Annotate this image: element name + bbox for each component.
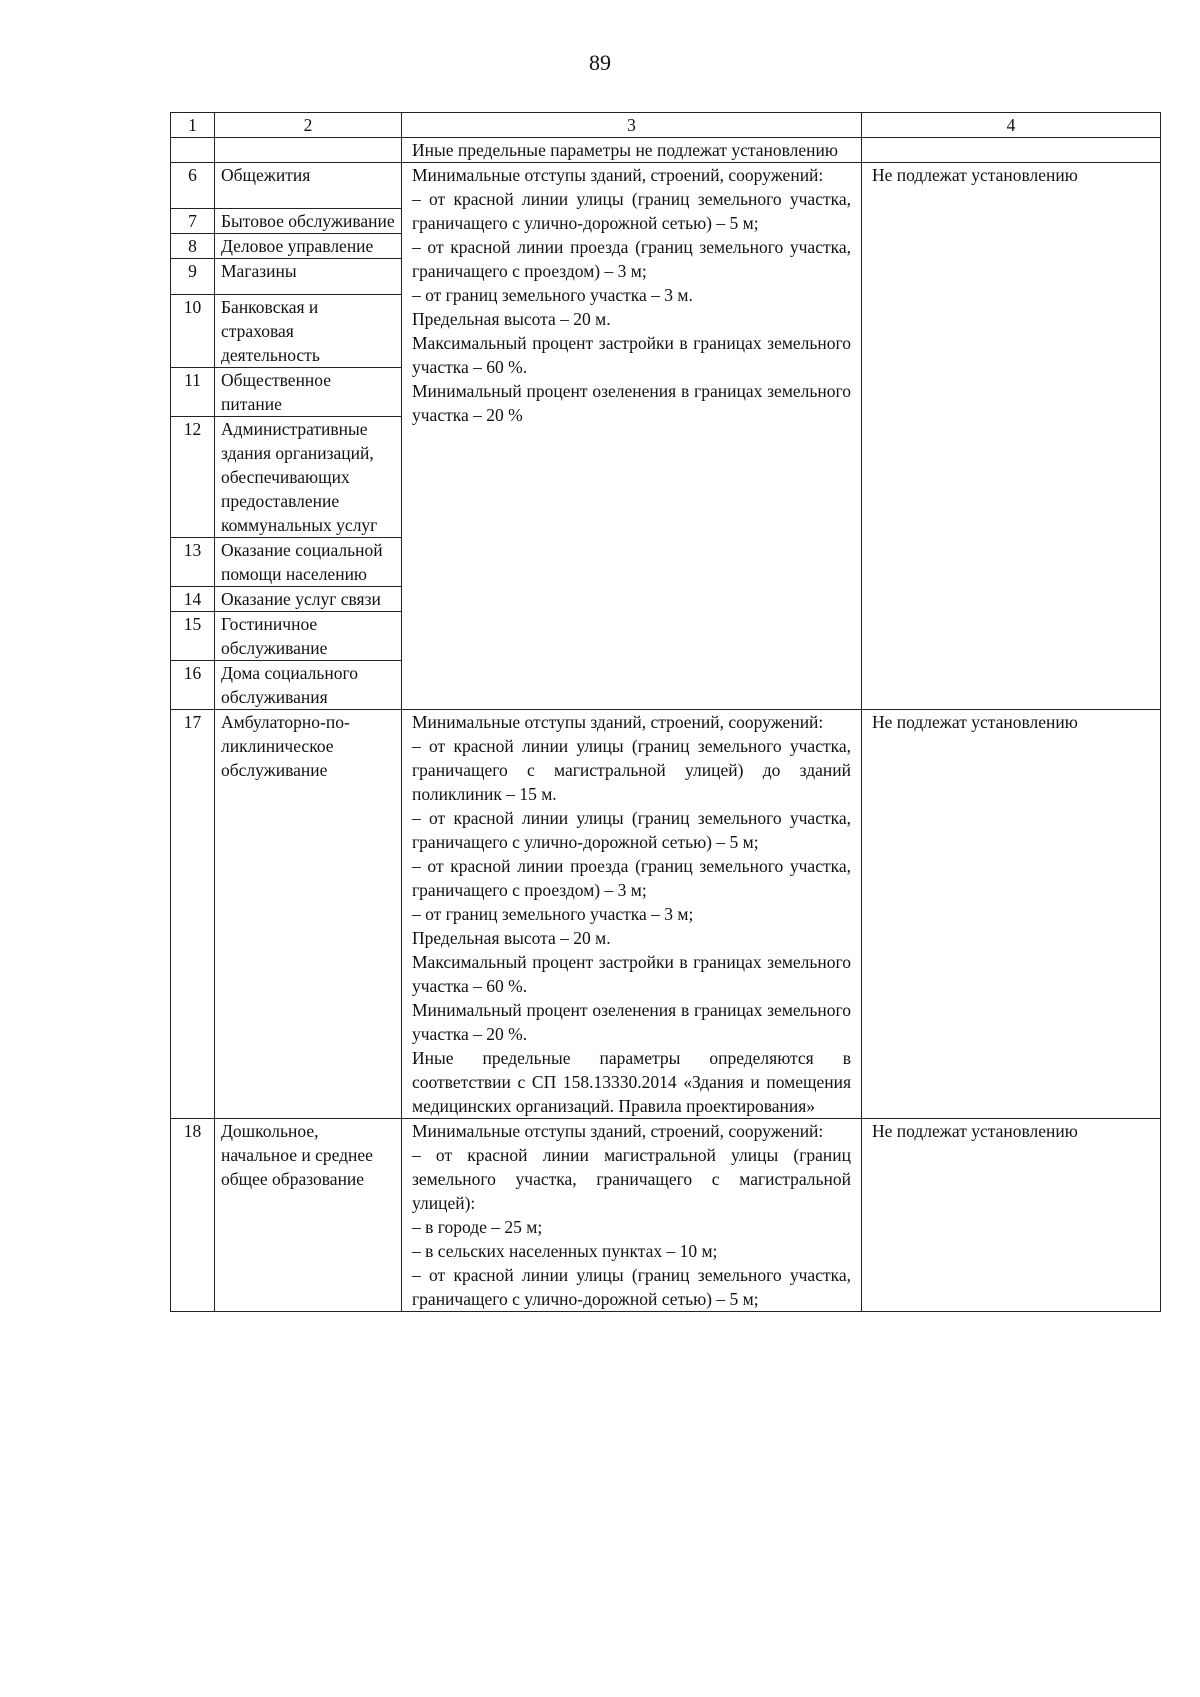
row-rules — [402, 1119, 862, 1312]
rule-line: – в городе – 25 м; — [412, 1217, 543, 1237]
rule-line: Минимальный процент озеленения в границах земельного участка – 20 %. — [412, 1000, 851, 1044]
row-rules — [402, 710, 862, 1119]
row-name: Дома социального обслуживания — [215, 661, 402, 710]
row-number: 9 — [171, 259, 215, 295]
table-header-row — [171, 113, 1161, 138]
row-number: 15 — [171, 612, 215, 661]
rule-line: Максимальный процент застройки в границах земельного участка – 60 %. — [412, 952, 851, 996]
row-name: Административные здания организаций, обеспечивающих предоставление коммунальных услуг — [215, 417, 402, 538]
row-note — [862, 138, 1161, 163]
row-name: Бытовое обслуживание — [215, 209, 402, 234]
rule-line: – от границ земельного участка – 3 м; — [412, 904, 694, 924]
row-number — [171, 138, 215, 163]
row-name: Гостиничное обслуживание — [215, 612, 402, 661]
row-name: Деловое управление — [215, 234, 402, 259]
rule-line: Минимальные отступы зданий, строений, сооружений: — [412, 712, 824, 732]
table-row-continuation — [171, 138, 1161, 163]
rule-line: – от красной линии проезда (границ земельного участка, граничащего с проездом) – 3 м; — [412, 856, 851, 900]
row-number: 17 — [171, 710, 215, 1119]
row-rules — [402, 138, 862, 163]
page-number: 89 — [589, 50, 611, 75]
group-rules — [402, 163, 862, 710]
rule-line: – от красной линии улицы (границ земельного участка, граничащего с улично-дорожной сетью) – 5 м; — [412, 189, 851, 233]
row-number: 10 — [171, 295, 215, 368]
row-number: 11 — [171, 368, 215, 417]
rule-line: Иные предельные параметры определяются в соответствии с СП 158.13330.2014 «Здания и помещения медицинских организаций. Правила проектирования» — [412, 1048, 851, 1116]
row-note: Не подлежат установлению — [862, 710, 1161, 1119]
row-number: 6 — [171, 163, 215, 209]
row-name: Оказание услуг связи — [215, 587, 402, 612]
header-col-2: 2 — [215, 113, 402, 138]
rule-line: – от красной линии магистральной улицы (границ земельного участка, граничащего с магистральной улицей): — [412, 1145, 851, 1213]
header-col-3: 3 — [402, 113, 862, 138]
header-col-4: 4 — [862, 113, 1161, 138]
rule-line: – от красной линии улицы (границ земельного участка, граничащего с улично-дорожной сетью) – 5 м; — [412, 808, 851, 852]
row-name: Амбулаторно-по-ликлиническое обслуживание — [215, 710, 402, 1119]
row-name: Магазины — [215, 259, 402, 295]
row-name — [215, 138, 402, 163]
header-col-1: 1 — [171, 113, 215, 138]
row-name: Общежития — [215, 163, 402, 209]
row-number: 16 — [171, 661, 215, 710]
table-row — [171, 1119, 1161, 1312]
row-note: Не подлежат установлению — [862, 1119, 1161, 1312]
rule-line: Предельная высота – 20 м. — [412, 309, 611, 329]
rule-line: Предельная высота – 20 м. — [412, 928, 611, 948]
row-name: Банковская и страховая деятельность — [215, 295, 402, 368]
rule-line: – от красной линии улицы (границ земельного участка, граничащего с магистральной улицей) до зданий поликлиник – 15 м. — [412, 736, 851, 804]
rule-line: Минимальные отступы зданий, строений, сооружений: — [412, 165, 824, 185]
row-number: 7 — [171, 209, 215, 234]
row-number: 18 — [171, 1119, 215, 1312]
rule-line: – от красной линии улицы (границ земельного участка, граничащего с улично-дорожной сетью) – 5 м; — [412, 1265, 851, 1309]
row-number: 12 — [171, 417, 215, 538]
rule-line: Минимальные отступы зданий, строений, сооружений: — [412, 1121, 824, 1141]
rule-line: – от красной линии проезда (границ земельного участка, граничащего с проездом) – 3 м; — [412, 237, 851, 281]
table-row — [171, 710, 1161, 1119]
row-name: Оказание социальной помощи населению — [215, 538, 402, 587]
row-number: 8 — [171, 234, 215, 259]
rule-text: Иные предельные параметры не подлежат установлению — [412, 140, 838, 160]
rule-line: Максимальный процент застройки в границах земельного участка – 60 %. — [412, 333, 851, 377]
rule-line: – от границ земельного участка – 3 м. — [412, 285, 693, 305]
row-number: 14 — [171, 587, 215, 612]
rule-line: – в сельских населенных пунктах – 10 м; — [412, 1241, 718, 1261]
table-row — [171, 163, 1161, 209]
row-number: 13 — [171, 538, 215, 587]
row-name: Дошкольное, начальное и среднее общее образование — [215, 1119, 402, 1312]
rule-line: Минимальный процент озеленения в границах земельного участка – 20 % — [412, 381, 851, 425]
row-name: Общественное питание — [215, 368, 402, 417]
regulations-table — [170, 112, 1161, 1312]
group-note: Не подлежат установлению — [862, 163, 1161, 710]
